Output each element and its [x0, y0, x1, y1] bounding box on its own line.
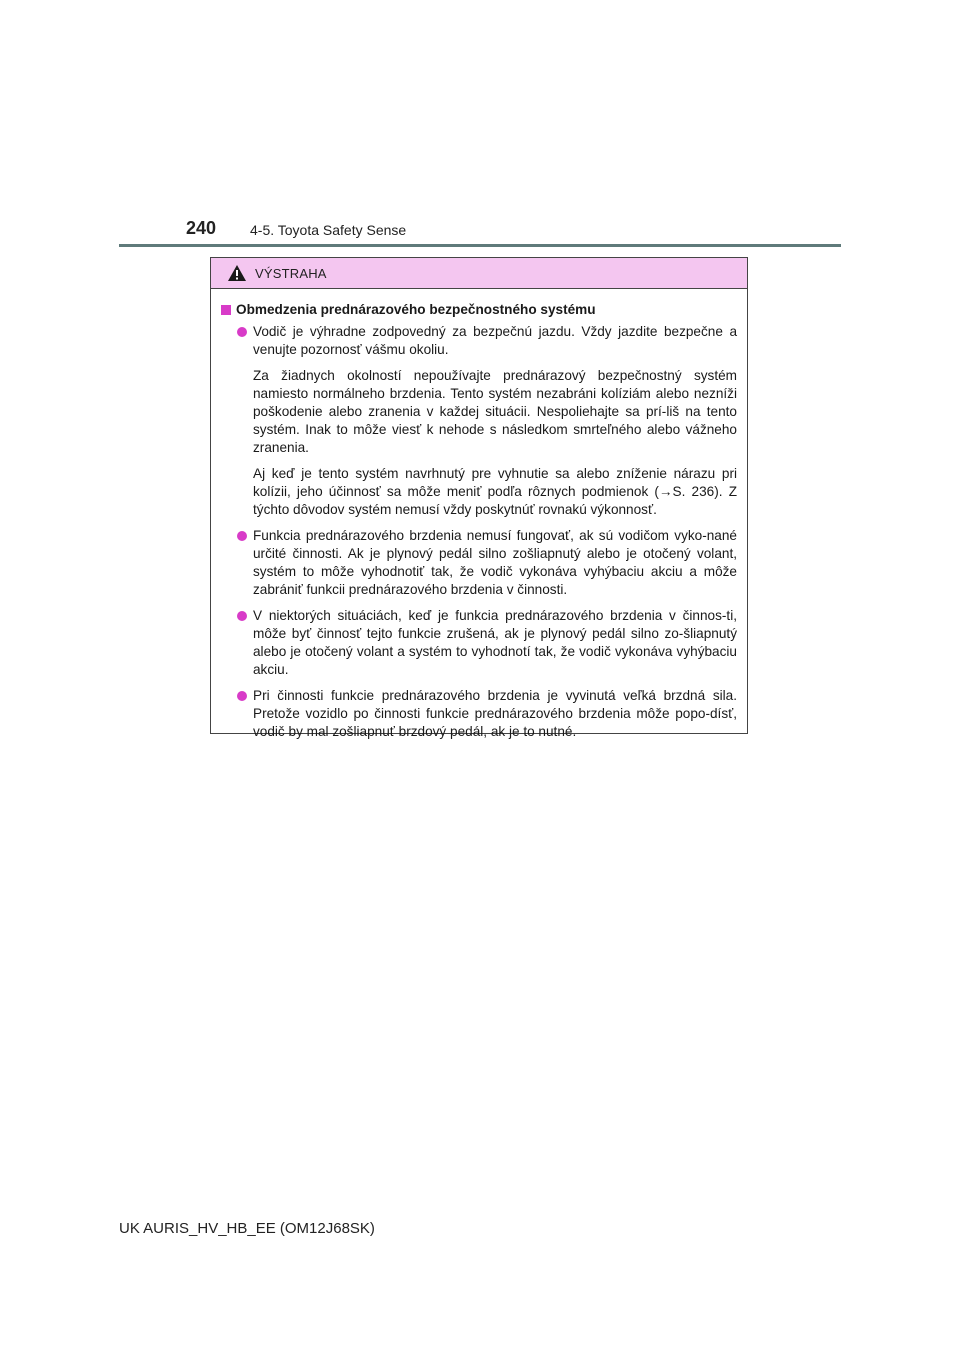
list-item [237, 607, 737, 679]
list-item [237, 687, 737, 741]
subheading-text: Obmedzenia prednárazového bezpečnostného systému [236, 302, 596, 317]
list-item-text: V niektorých situáciách, keď je funkcia prednárazového brzdenia v činnos-ti, môže byť činnosť tejto funkcie zrušená, ak je plynový pedál silno zo-šliapnutý alebo je otočený volant a systém to vyhodnotí tak, že vodič vykonáva vyhýbaciu akciu. [253, 608, 737, 677]
list-item-text: Vodič je výhradne zodpovedný za bezpečnú jazdu. Vždy jazdite bezpečne a venujte pozornosť vášmu okoliu. [253, 324, 737, 357]
warning-title: VÝSTRAHA [255, 265, 327, 281]
warning-triangle-icon [227, 264, 247, 282]
round-bullet-icon [237, 327, 247, 337]
warning-header [211, 258, 747, 289]
header-divider [119, 244, 841, 247]
round-bullet-icon [237, 531, 247, 541]
round-bullet-icon [237, 611, 247, 621]
paragraph: Aj keď je tento systém navrhnutý pre vyhnutie sa alebo zníženie nárazu pri kolízii, jeho účinnosť sa môže meniť podľa rôznych podmienok (→S. 236). Z týchto dôvodov systém nemusí vždy poskytnúť rovnakú výkonnosť. [253, 466, 737, 517]
list-item-text: Pri činnosti funkcie prednárazového brzdenia je vyvinutá veľká brzdná sila. Pretože vozidlo po činnosti funkcie prednárazového brzdenia môže popo-dísť, vodič by mal zošliapnuť brzdový pedál, ak je to nutné. [253, 688, 737, 739]
warning-subheading [221, 301, 737, 319]
manual-code: UK AURIS_HV_HB_EE (OM12J68SK) [119, 1220, 375, 1237]
paragraph: Za žiadnych okolností nepoužívajte prednárazový bezpečnostný systém namiesto normálneho brzdenia. Tento systém nezabráni kolíziám alebo nezníži poškodenie alebo zranenia v každej situácii. Nespoliehajte sa prí-liš na tento systém. Inak to môže viesť k nehode s následkom smrteľného alebo vážneho zranenia. [253, 368, 737, 455]
list-item [237, 527, 737, 599]
warning-body [211, 289, 747, 741]
section-title: 4-5. Toyota Safety Sense [250, 222, 407, 238]
round-bullet-icon [237, 691, 247, 701]
page-number: 240 [186, 218, 217, 238]
list-item-text: Funkcia prednárazového brzdenia nemusí fungovať, ak sú vodičom vyko-nané určité činnosti. Ak je plynový pedál silno zošliapnutý alebo je otočený volant, systém to môže vyhodnotiť tak, že vodič vykonáva vyhýbaciu akciu a môže zabrániť funkcii prednárazového brzdenia v činnosti. [253, 528, 737, 597]
square-bullet-icon [221, 305, 231, 315]
warning-box [210, 257, 748, 739]
list-item [237, 323, 737, 359]
